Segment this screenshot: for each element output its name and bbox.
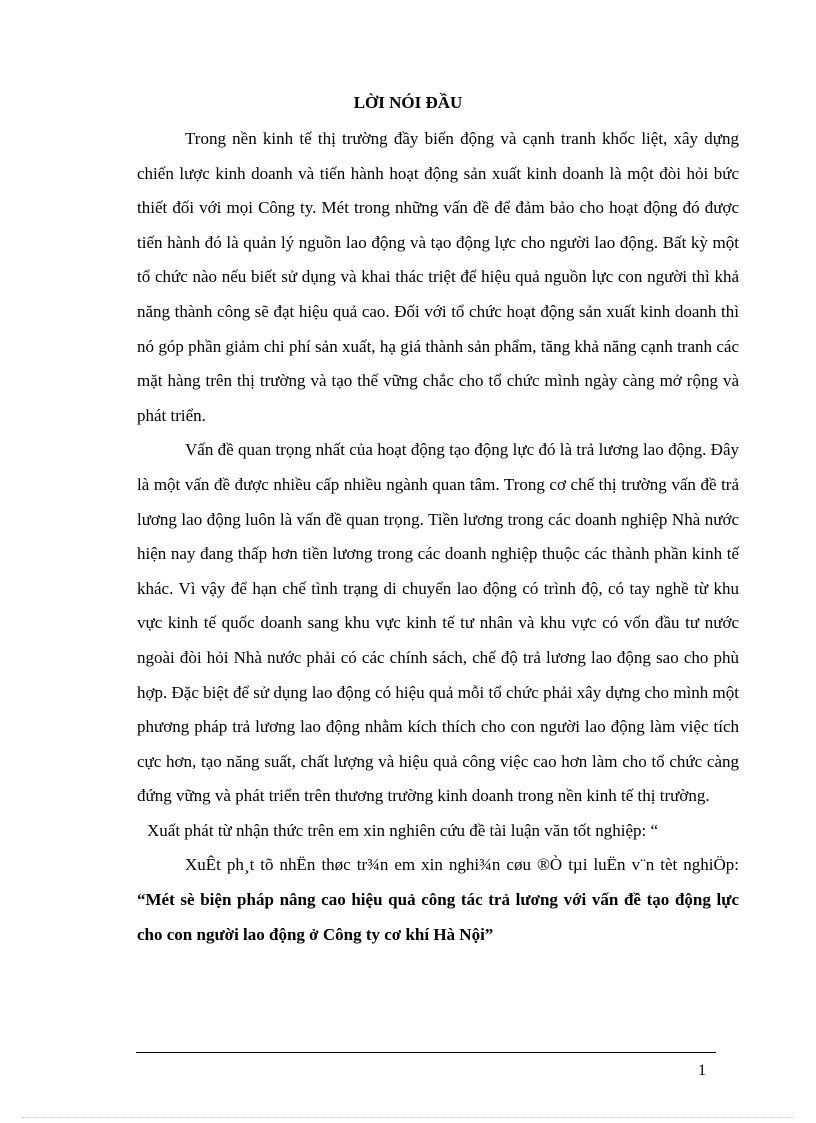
footer-rule	[136, 1052, 716, 1053]
paragraph-intro: Trong nền kinh tế thị trường đầy biến động và cạnh tranh khốc liệt, xây dựng chiến lược kinh doanh và tiến hành hoạt động sản xuất kinh doanh là một đòi hỏi bức thiết đối với mọi Công ty. Mét trong những vấn đề để đảm bảo cho hoạt động đó được tiến hành đó là quản lý nguồn lao động và tạo động lực cho người lao động. Bất kỳ một tổ chức nào nếu biết sử dụng và khai thác triệt để hiệu quả nguồn lực con người thì khả năng thành công sẽ đạt hiệu quả cao. Đối với tổ chức hoạt động sản xuất kinh doanh thì nó góp phần giảm chi phí sản xuất, hạ giá thành sản phẩm, tăng khả năng cạnh tranh các mặt hàng trên thị trường và tạo thế vững chắc cho tổ chức mình ngày càng mở rộng và phát triển.	[137, 129, 739, 425]
paragraph-origin: Xuất phát từ nhận thức trên em xin nghiên cứu đề tài luận văn tốt nghiệp: “	[147, 820, 659, 840]
thesis-title: “Mét sè biện pháp nâng cao hiệu quả công tác trả lương với vấn đề tạo động lực cho con người lao động ở Công ty cơ khí Hà Nội”	[137, 890, 739, 944]
thesis-lead-text: XuÊt ph¸t tõ nhËn thøc tr¾n em xin nghi¾n cøu ®Ò tµi luËn v¨n tèt nghiÖp:	[185, 855, 739, 875]
document-title: LỜI NÓI ĐẦU	[353, 93, 463, 112]
paragraph-salary: Vấn đề quan trọng nhất của hoạt động tạo động lực đó là trả lương lao động. Đây là một vấn đề được nhiều cấp nhiều ngành quan tâm. Trong cơ chế thị trường vấn đề trả lương lao động luôn là vấn đề quan trọng. Tiền lương trong các doanh nghiệp Nhà nước hiện nay đang thấp hơn tiền lương trong các doanh nghiệp thuộc các thành phần kinh tế khác. Vì vậy để hạn chế tình trạng di chuyển lao động có trình độ, có tay nghề từ khu vực kinh tế quốc doanh sang khu vực kinh tế tư nhân và khu vực có vốn đầu tư nước ngoài đòi hỏi Nhà nước phải có các chính sách, chế độ trả lương lao động sao cho phù hợp. Đặc biệt để sử dụng lao động có hiệu quả mỗi tổ chức phải xây dựng cho mình một phương pháp trả lương lao động nhằm kích thích cho con người lao động làm việc tích cực hơn, tạo năng suất, chất lượng và hiệu quả công việc cao hơn làm cho tổ chức càng đứng vững và phát triển trên thương trường kinh doanh trong nền kinh tế thị trường.	[137, 440, 739, 806]
page-number: 1	[698, 1062, 706, 1079]
page-edge-divider	[22, 1117, 794, 1118]
document-body	[137, 122, 739, 952]
paragraph-thesis-topic	[137, 848, 739, 952]
